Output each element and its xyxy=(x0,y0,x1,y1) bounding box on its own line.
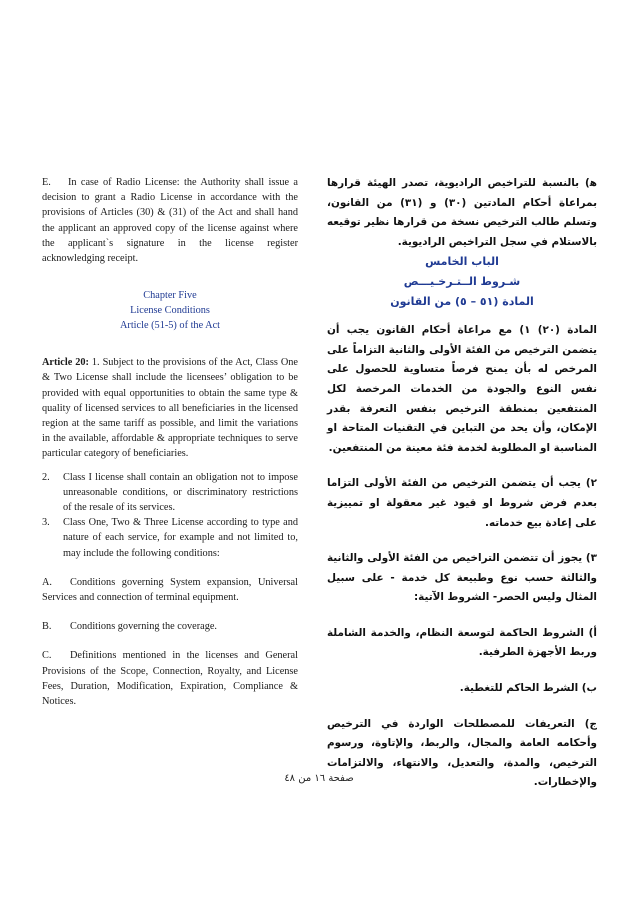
condition-b-text: Conditions governing the coverage. xyxy=(70,621,217,633)
list-item-text: Class One, Two & Three License according to type and nature of each service, for example and not limited to, may include the following conditions: xyxy=(63,517,298,559)
condition-b-label: B. xyxy=(42,621,52,633)
paragraph-e-text: In case of Radio License: the Authority shall issue a decision to grant a Radio License in accordance with the provisions of Articles (30) & (31) of the Act and shall hand the applicant an approved copy of the license against where the applicant`s signature in the license register acknowledging receipt. xyxy=(42,177,298,265)
article-20-paragraph xyxy=(42,355,298,461)
arabic-item-a: أ) الشروط الحاكمة لتوسعة النظام، والخدمة الشاملة وربط الأجهزة الطرفية. xyxy=(327,626,597,659)
list-item-text: Class I license shall contain an obligation not to impose unreasonable conditions, or discriminatory restrictions of the resale of its services. xyxy=(63,471,298,514)
article-20-label: Article 20: xyxy=(42,357,89,369)
page-number: صفحة ١٦ من ٤٨ xyxy=(284,773,354,784)
paragraph-e-label: E. xyxy=(42,177,51,188)
list-item-number: 3. xyxy=(42,517,50,529)
arabic-paragraph-h: ﻫ) بالنسبة للتراخيص الراديوية، تصدر الهيئة قرارها بمراعاة أحكام المادتين (٣٠) و (٣١) من القانون، وتسلم طالب الترخيص نسخة من قرارها نظير توقيعه بالاستلام في سجل التراخيص الراديوية. xyxy=(327,177,597,248)
chapter-article-ref: Article (51-5) of the Act xyxy=(119,320,221,332)
arabic-article-20-p1: المادة (٢٠) ١) مع مراعاة أحكام القانون يجب أن يتضمن الترخيص من الفئة الأولى والثانية التزاماً على المرخص له بأن يمنح فرصاً متساوية للحصول على نفس النوع والجودة من الخدمات المرخصة لكل المنتفعين بمنطقة الترخيص بنفس التعرفة بقدر الإمكان، وأن يحد من التباين في التقنيات المتاحة او المناسبة او المطلوبة لخدمة فئة معينة من المنتفعين. xyxy=(327,324,597,454)
list-item-number: 2. xyxy=(42,471,50,483)
arabic-item-b: ب) الشرط الحاكم للتغطية. xyxy=(459,682,597,695)
list-item xyxy=(42,515,298,561)
condition-a xyxy=(42,575,298,605)
article-20-list xyxy=(42,470,298,561)
arabic-article-20-p3: ٣) يجوز أن تتضمن التراخيص من الفئة الأولى والثانية والثالثة حسب نوع وطبيعة كل خدمة - على سبيل المثال وليس الحصر- الشروط الآتية: xyxy=(327,552,597,604)
english-column xyxy=(42,175,298,709)
paragraph-e xyxy=(42,175,298,266)
condition-c-text: Definitions mentioned in the licenses and General Provisions of the Scope, Connection, Royalty, and License Fees, Duration, Modification, Expiration, Compliance & Notices. xyxy=(42,650,298,708)
condition-a-text: Conditions governing System expansion, Universal Services and connection of terminal equipment. xyxy=(42,576,298,604)
arabic-article-20-p2: ٢) يجب أن يتضمن الترخيص من الفئة الأولى التزاما بعدم فرض شروط او قيود غير معقولة او تمييزية على إعادة بيع خدماته. xyxy=(327,477,597,529)
arabic-chapter-title: الباب الخامس xyxy=(425,255,499,269)
condition-c xyxy=(42,648,298,709)
arabic-item-c: ج) التعريفات للمصطلحات الواردة في الترخيص وأحكامه العامة والمجال، والربط، والإتاوة، ورسوم الترخيص، والمدة، والتعديل، والانتهاء، والالتزامات والإخطارات. xyxy=(327,717,597,789)
arabic-chapter-subtitle: شـروط الــتـرخـيـــص xyxy=(403,274,521,288)
condition-b xyxy=(42,619,298,634)
chapter-number: Chapter Five xyxy=(143,290,197,302)
condition-a-label: A. xyxy=(42,576,53,588)
chapter-heading xyxy=(42,288,298,333)
arabic-chapter-article: المادة (٥١ – ٥) من القانون xyxy=(390,294,534,308)
condition-c-label: C. xyxy=(42,650,52,662)
chapter-title: License Conditions xyxy=(130,305,210,317)
list-item xyxy=(42,470,298,516)
article-20-text: 1. Subject to the provisions of the Act, Class One & Two License shall include the licensees’ obligation to be provided with equal opportunities to obtain the same type & quality of licensed services to all beneficiaries in the licensed region at the same tariff as possible, and limit the variations in the available, affordable & appropriate techniques to serve particular category of beneficiaries. xyxy=(42,357,298,460)
arabic-column xyxy=(327,174,597,793)
